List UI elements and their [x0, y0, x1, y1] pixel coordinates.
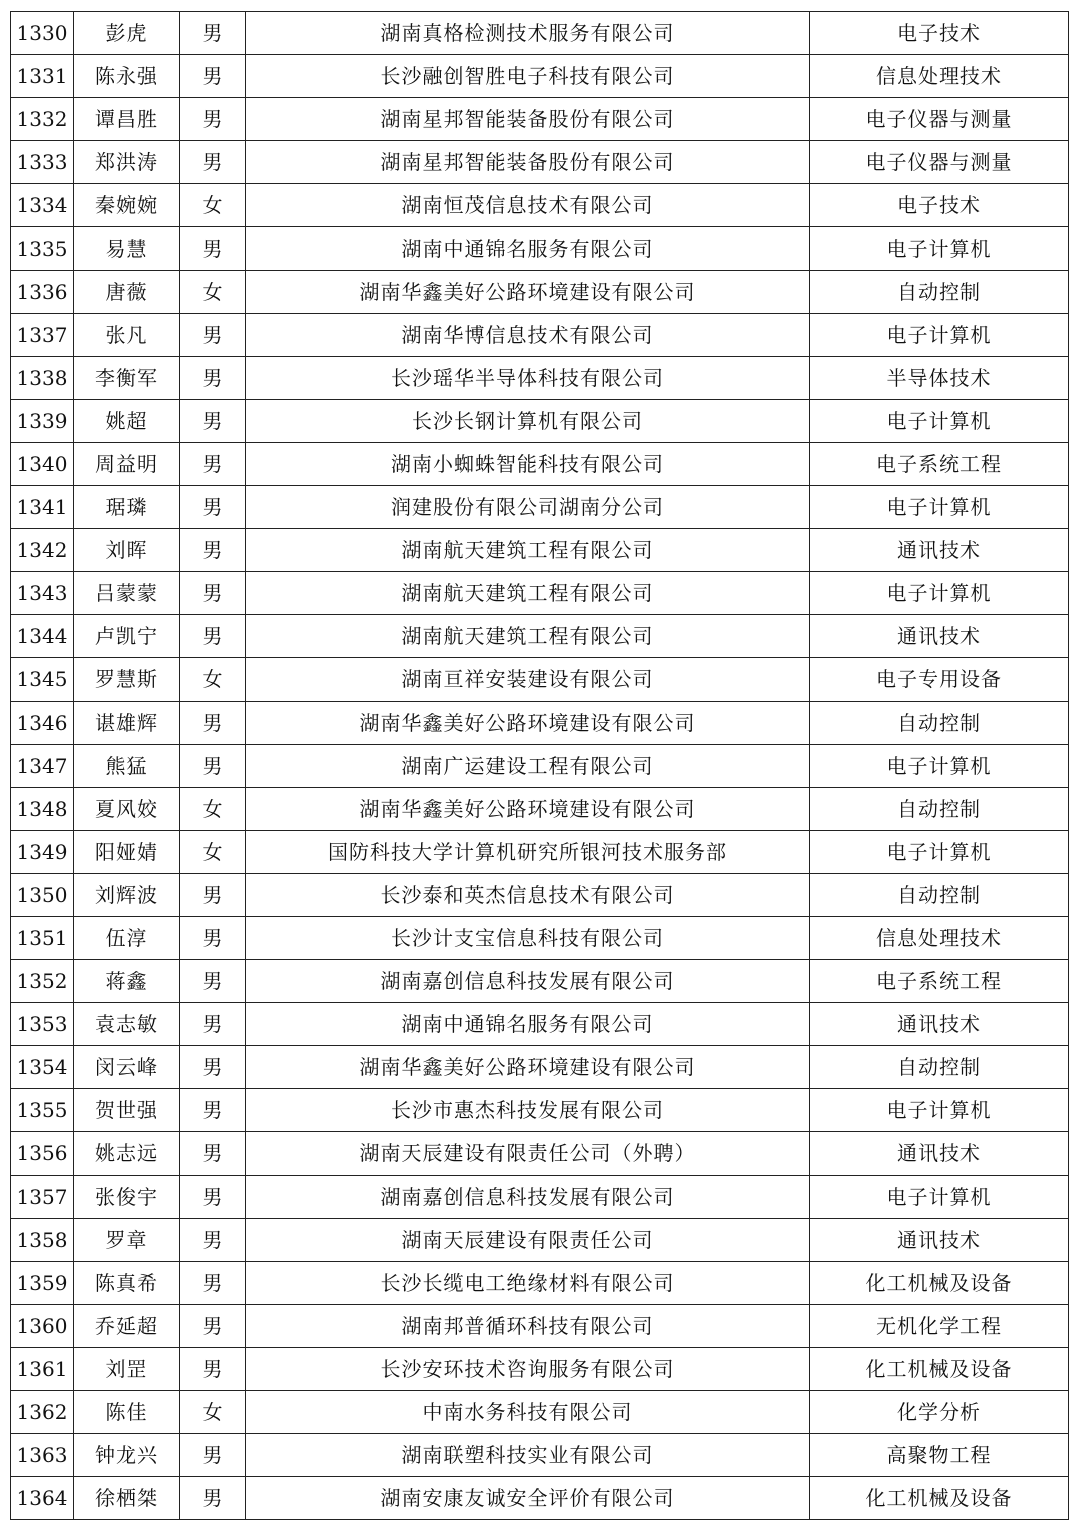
gender: 女	[180, 270, 246, 313]
table-row	[11, 184, 1069, 227]
gender: 男	[180, 615, 246, 658]
person-name: 陈真希	[74, 1261, 180, 1304]
company-name: 湖南华鑫美好公路环境建设有限公司	[246, 270, 810, 313]
company-name: 长沙长缆电工绝缘材料有限公司	[246, 1261, 810, 1304]
specialty-field: 通讯技术	[810, 615, 1069, 658]
company-name: 中南水务科技有限公司	[246, 1391, 810, 1434]
specialty-field: 电子计算机	[810, 486, 1069, 529]
row-number: 1348	[11, 787, 74, 830]
person-name: 刘晖	[74, 529, 180, 572]
row-number: 1361	[11, 1347, 74, 1390]
specialty-field: 电子计算机	[810, 1175, 1069, 1218]
specialty-field: 自动控制	[810, 873, 1069, 916]
row-number: 1333	[11, 141, 74, 184]
table-row	[11, 399, 1069, 442]
table-row	[11, 873, 1069, 916]
roster-table	[10, 11, 1069, 1520]
table-row	[11, 1175, 1069, 1218]
company-name: 湖南小蜘蛛智能科技有限公司	[246, 442, 810, 485]
row-number: 1338	[11, 356, 74, 399]
company-name: 长沙安环技术咨询服务有限公司	[246, 1347, 810, 1390]
gender: 男	[180, 1046, 246, 1089]
gender: 男	[180, 572, 246, 615]
company-name: 润建股份有限公司湖南分公司	[246, 486, 810, 529]
person-name: 张俊宇	[74, 1175, 180, 1218]
specialty-field: 通讯技术	[810, 1003, 1069, 1046]
person-name: 陈永强	[74, 55, 180, 98]
gender: 女	[180, 830, 246, 873]
person-name: 阳娅婧	[74, 830, 180, 873]
gender: 男	[180, 1477, 246, 1520]
specialty-field: 自动控制	[810, 1046, 1069, 1089]
gender: 女	[180, 787, 246, 830]
table-row	[11, 787, 1069, 830]
row-number: 1332	[11, 98, 74, 141]
gender: 男	[180, 701, 246, 744]
person-name: 伍淳	[74, 916, 180, 959]
person-name: 乔延超	[74, 1304, 180, 1347]
specialty-field: 电子技术	[810, 184, 1069, 227]
company-name: 湖南亘祥安装建设有限公司	[246, 658, 810, 701]
specialty-field: 电子系统工程	[810, 442, 1069, 485]
row-number: 1339	[11, 399, 74, 442]
company-name: 长沙市惠杰科技发展有限公司	[246, 1089, 810, 1132]
roster-page	[10, 11, 1068, 1520]
row-number: 1359	[11, 1261, 74, 1304]
company-name: 湖南华鑫美好公路环境建设有限公司	[246, 787, 810, 830]
company-name: 湖南广运建设工程有限公司	[246, 744, 810, 787]
person-name: 熊猛	[74, 744, 180, 787]
row-number: 1342	[11, 529, 74, 572]
specialty-field: 电子计算机	[810, 1089, 1069, 1132]
table-row	[11, 1434, 1069, 1477]
table-row	[11, 141, 1069, 184]
company-name: 湖南安康友诚安全评价有限公司	[246, 1477, 810, 1520]
gender: 女	[180, 658, 246, 701]
specialty-field: 电子仪器与测量	[810, 141, 1069, 184]
table-row	[11, 227, 1069, 270]
specialty-field: 化工机械及设备	[810, 1261, 1069, 1304]
gender: 男	[180, 442, 246, 485]
table-row	[11, 529, 1069, 572]
gender: 男	[180, 960, 246, 1003]
company-name: 湖南星邦智能装备股份有限公司	[246, 141, 810, 184]
table-row	[11, 701, 1069, 744]
row-number: 1345	[11, 658, 74, 701]
person-name: 刘罡	[74, 1347, 180, 1390]
table-row	[11, 658, 1069, 701]
table-row	[11, 313, 1069, 356]
row-number: 1358	[11, 1218, 74, 1261]
table-row	[11, 1046, 1069, 1089]
specialty-field: 电子技术	[810, 12, 1069, 55]
person-name: 罗章	[74, 1218, 180, 1261]
table-row	[11, 615, 1069, 658]
specialty-field: 通讯技术	[810, 1218, 1069, 1261]
company-name: 湖南航天建筑工程有限公司	[246, 615, 810, 658]
gender: 女	[180, 1391, 246, 1434]
company-name: 湖南航天建筑工程有限公司	[246, 572, 810, 615]
person-name: 姚超	[74, 399, 180, 442]
person-name: 秦婉婉	[74, 184, 180, 227]
roster-body	[11, 12, 1069, 1520]
specialty-field: 电子计算机	[810, 830, 1069, 873]
gender: 男	[180, 1132, 246, 1175]
table-row	[11, 1477, 1069, 1520]
company-name: 湖南航天建筑工程有限公司	[246, 529, 810, 572]
company-name: 湖南中通锦名服务有限公司	[246, 1003, 810, 1046]
person-name: 易慧	[74, 227, 180, 270]
company-name: 长沙长钢计算机有限公司	[246, 399, 810, 442]
person-name: 蒋鑫	[74, 960, 180, 1003]
table-row	[11, 442, 1069, 485]
gender: 男	[180, 1347, 246, 1390]
company-name: 长沙计支宝信息科技有限公司	[246, 916, 810, 959]
company-name: 长沙融创智胜电子科技有限公司	[246, 55, 810, 98]
specialty-field: 通讯技术	[810, 1132, 1069, 1175]
person-name: 谭昌胜	[74, 98, 180, 141]
person-name: 刘辉波	[74, 873, 180, 916]
table-row	[11, 960, 1069, 1003]
gender: 男	[180, 916, 246, 959]
specialty-field: 信息处理技术	[810, 916, 1069, 959]
table-row	[11, 1261, 1069, 1304]
person-name: 徐栖桀	[74, 1477, 180, 1520]
company-name: 湖南嘉创信息科技发展有限公司	[246, 960, 810, 1003]
table-row	[11, 98, 1069, 141]
person-name: 琚璘	[74, 486, 180, 529]
gender: 男	[180, 55, 246, 98]
table-row	[11, 270, 1069, 313]
gender: 男	[180, 1261, 246, 1304]
person-name: 夏风姣	[74, 787, 180, 830]
specialty-field: 自动控制	[810, 787, 1069, 830]
table-row	[11, 1304, 1069, 1347]
gender: 女	[180, 184, 246, 227]
gender: 男	[180, 356, 246, 399]
gender: 男	[180, 744, 246, 787]
table-row	[11, 1218, 1069, 1261]
row-number: 1337	[11, 313, 74, 356]
specialty-field: 自动控制	[810, 270, 1069, 313]
person-name: 唐薇	[74, 270, 180, 313]
company-name: 湖南华博信息技术有限公司	[246, 313, 810, 356]
person-name: 闵云峰	[74, 1046, 180, 1089]
row-number: 1347	[11, 744, 74, 787]
row-number: 1344	[11, 615, 74, 658]
specialty-field: 电子专用设备	[810, 658, 1069, 701]
specialty-field: 通讯技术	[810, 529, 1069, 572]
gender: 男	[180, 1003, 246, 1046]
person-name: 贺世强	[74, 1089, 180, 1132]
company-name: 湖南华鑫美好公路环境建设有限公司	[246, 1046, 810, 1089]
table-row	[11, 572, 1069, 615]
row-number: 1364	[11, 1477, 74, 1520]
specialty-field: 化学分析	[810, 1391, 1069, 1434]
company-name: 湖南恒茂信息技术有限公司	[246, 184, 810, 227]
company-name: 长沙瑶华半导体科技有限公司	[246, 356, 810, 399]
person-name: 袁志敏	[74, 1003, 180, 1046]
gender: 男	[180, 141, 246, 184]
gender: 男	[180, 313, 246, 356]
company-name: 湖南真格检测技术服务有限公司	[246, 12, 810, 55]
company-name: 长沙泰和英杰信息技术有限公司	[246, 873, 810, 916]
table-row	[11, 1391, 1069, 1434]
company-name: 湖南华鑫美好公路环境建设有限公司	[246, 701, 810, 744]
table-row	[11, 1347, 1069, 1390]
specialty-field: 电子计算机	[810, 227, 1069, 270]
row-number: 1362	[11, 1391, 74, 1434]
company-name: 湖南中通锦名服务有限公司	[246, 227, 810, 270]
table-row	[11, 744, 1069, 787]
gender: 男	[180, 529, 246, 572]
specialty-field: 信息处理技术	[810, 55, 1069, 98]
row-number: 1351	[11, 916, 74, 959]
gender: 男	[180, 1175, 246, 1218]
row-number: 1341	[11, 486, 74, 529]
row-number: 1335	[11, 227, 74, 270]
table-row	[11, 916, 1069, 959]
gender: 男	[180, 12, 246, 55]
row-number: 1352	[11, 960, 74, 1003]
gender: 男	[180, 1304, 246, 1347]
table-row	[11, 12, 1069, 55]
table-row	[11, 1132, 1069, 1175]
row-number: 1350	[11, 873, 74, 916]
company-name: 国防科技大学计算机研究所银河技术服务部	[246, 830, 810, 873]
person-name: 钟龙兴	[74, 1434, 180, 1477]
specialty-field: 半导体技术	[810, 356, 1069, 399]
table-row	[11, 486, 1069, 529]
specialty-field: 电子计算机	[810, 572, 1069, 615]
person-name: 陈佳	[74, 1391, 180, 1434]
row-number: 1363	[11, 1434, 74, 1477]
gender: 男	[180, 1218, 246, 1261]
table-row	[11, 356, 1069, 399]
row-number: 1353	[11, 1003, 74, 1046]
table-row	[11, 1003, 1069, 1046]
row-number: 1334	[11, 184, 74, 227]
specialty-field: 高聚物工程	[810, 1434, 1069, 1477]
company-name: 湖南邦普循环科技有限公司	[246, 1304, 810, 1347]
row-number: 1349	[11, 830, 74, 873]
specialty-field: 化工机械及设备	[810, 1347, 1069, 1390]
row-number: 1356	[11, 1132, 74, 1175]
person-name: 吕蒙蒙	[74, 572, 180, 615]
row-number: 1355	[11, 1089, 74, 1132]
specialty-field: 电子计算机	[810, 313, 1069, 356]
gender: 男	[180, 873, 246, 916]
gender: 男	[180, 486, 246, 529]
specialty-field: 化工机械及设备	[810, 1477, 1069, 1520]
person-name: 李衡军	[74, 356, 180, 399]
company-name: 湖南嘉创信息科技发展有限公司	[246, 1175, 810, 1218]
gender: 男	[180, 1089, 246, 1132]
person-name: 姚志远	[74, 1132, 180, 1175]
person-name: 彭虎	[74, 12, 180, 55]
specialty-field: 电子计算机	[810, 744, 1069, 787]
row-number: 1357	[11, 1175, 74, 1218]
company-name: 湖南天辰建设有限责任公司	[246, 1218, 810, 1261]
person-name: 周益明	[74, 442, 180, 485]
row-number: 1360	[11, 1304, 74, 1347]
person-name: 罗慧斯	[74, 658, 180, 701]
gender: 男	[180, 227, 246, 270]
specialty-field: 无机化学工程	[810, 1304, 1069, 1347]
table-row	[11, 1089, 1069, 1132]
row-number: 1336	[11, 270, 74, 313]
specialty-field: 电子系统工程	[810, 960, 1069, 1003]
company-name: 湖南天辰建设有限责任公司（外聘）	[246, 1132, 810, 1175]
specialty-field: 电子仪器与测量	[810, 98, 1069, 141]
person-name: 卢凯宁	[74, 615, 180, 658]
row-number: 1346	[11, 701, 74, 744]
table-row	[11, 55, 1069, 98]
specialty-field: 自动控制	[810, 701, 1069, 744]
company-name: 湖南联塑科技实业有限公司	[246, 1434, 810, 1477]
company-name: 湖南星邦智能装备股份有限公司	[246, 98, 810, 141]
row-number: 1340	[11, 442, 74, 485]
person-name: 谌雄辉	[74, 701, 180, 744]
gender: 男	[180, 1434, 246, 1477]
table-row	[11, 830, 1069, 873]
row-number: 1330	[11, 12, 74, 55]
person-name: 郑洪涛	[74, 141, 180, 184]
row-number: 1343	[11, 572, 74, 615]
row-number: 1331	[11, 55, 74, 98]
person-name: 张凡	[74, 313, 180, 356]
gender: 男	[180, 399, 246, 442]
specialty-field: 电子计算机	[810, 399, 1069, 442]
row-number: 1354	[11, 1046, 74, 1089]
gender: 男	[180, 98, 246, 141]
